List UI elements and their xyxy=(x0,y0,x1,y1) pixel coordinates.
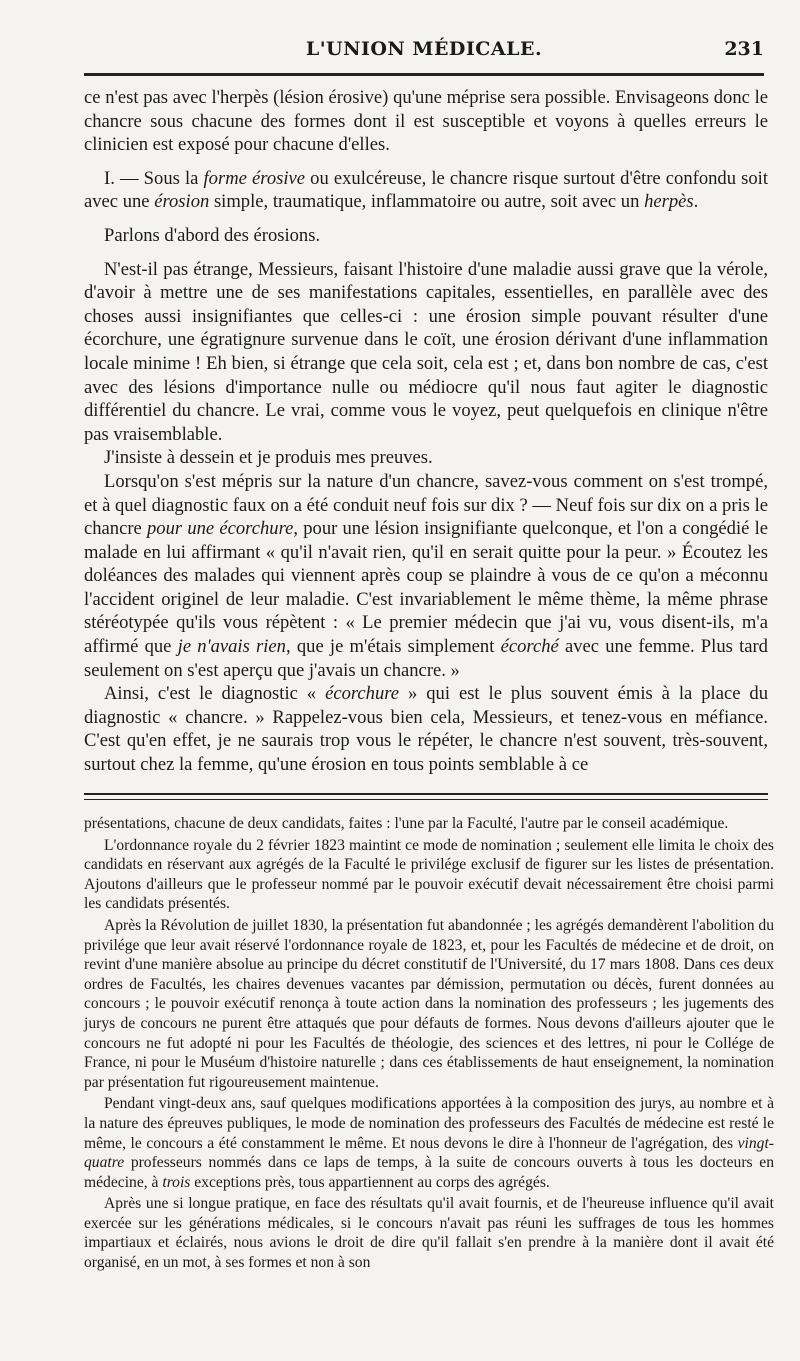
text-run: . xyxy=(693,191,699,213)
italic-term: pour une écorchure xyxy=(147,518,294,540)
italic-term: trois xyxy=(162,1173,191,1191)
running-title: L'UNION MÉDICALE. xyxy=(305,38,543,60)
text-run: avec une femme. Plus tard seulement on s'est aperçu que j'avais un chancre. » xyxy=(84,636,768,681)
paragraph: Parlons d'abord des érosions. xyxy=(104,224,321,246)
paragraph xyxy=(84,470,768,682)
text-run: simple, traumatique, inflammatoire ou autre, soit avec un xyxy=(209,191,645,213)
text-run: professeurs nommés dans ce laps de temps, à la suite de concours ouverts à tous les docteurs en médecine, à xyxy=(84,1154,774,1191)
main-text xyxy=(84,86,768,777)
italic-term: vingt-quatre xyxy=(84,1134,774,1172)
feuilleton-text xyxy=(84,814,774,1273)
paragraph: Après une si longue pratique, en face des résultats qu'il avait fournis, et de l'heureuse influence qu'il avait exercée sur les générations médicales, si le concours n'avait pas réuni les suffrages de tous les hommes impartiaux et éclairés, nous avions le droit de dire qu'il fallait s'en prendre à la manière dont il avait été organisé, en un mot, à ses formes et non à son xyxy=(84,1195,774,1272)
text-run: exceptions près, tous appartiennent au corps des agrégés. xyxy=(190,1173,550,1191)
paragraph: présentations, chacune de deux candidats, faites : l'une par la Faculté, l'autre par le conseil académique. xyxy=(84,815,729,832)
italic-term: forme érosive xyxy=(203,167,306,189)
text-run: Ainsi, c'est le diagnostic « xyxy=(104,683,326,705)
paragraph: N'est-il pas étrange, Messieurs, faisant l'histoire d'une maladie aussi grave que la vérole, d'avoir à mettre une de ses manifestations capitales, essentielles, en parallèle avec des choses aussi insignifiantes que celles-ci : une érosion simple pouvant résulter d'une écorchure, une égratignure survenue dans le coït, une érosion dérivant d'une inflammation locale minime ! Eh bien, si étrange que cela soit, cela est ; et, dans bon nombre de cas, c'est avec des lésions d'importance nulle ou médiocre qu'il nous faut agiter le diagnostic différentiel du chancre. Le vrai, comme vous le voyez, peut quelquefois en clinique n'être pas vraisemblable. xyxy=(84,258,768,445)
paragraph: ce n'est pas avec l'herpès (lésion érosive) qu'une méprise sera possible. Envisageons donc le chancre sous chacune des formes dont il est susceptible et voyons à quelles erreurs le clinicien est exposé pour chacune d'elles. xyxy=(84,87,768,156)
paragraph-section-1 xyxy=(84,167,768,214)
text-run: Lorsqu'on s'est mépris sur la nature d'un chancre, savez-vous comment on s'est trompé, et à quel diagnostic faux on a été conduit neuf fois sur dix ? — Neuf fois sur dix on a pris le chancre xyxy=(84,470,768,540)
text-run: Pendant vingt-deux ans, sauf quelques modifications apportées à la composition des jurys, au nombre et à la nature des épreuves publiques, le mode de nomination des professeurs des Facultés de médecine est resté le même, le concours a été constamment le même. Et nous devons le dire à l'honneur de l'agrégation, des xyxy=(84,1095,774,1152)
paragraph xyxy=(84,1094,774,1192)
paragraph: J'insiste à dessein et je produis mes preuves. xyxy=(104,447,433,469)
page-number: 231 xyxy=(724,38,764,60)
text-run: , pour une lésion insignifiante quelconque, et l'on a congédié le malade en lui affirmant « qu'il n'avait rien, qu'il en serait quitte pour la peur. » Écoutez les doléances des malades qui viennent après coup se plaindre à vous de ce qu'on a méconnu l'accident originel de leur maladie. C'est invariablement le même thème, la même phrase stéréotypée qu'ils vous répètent : « Le premier médecin que j'ai vu, vous disent-ils, m'a affirmé que xyxy=(84,518,768,658)
text-run: , que je m'étais simplement xyxy=(285,636,501,658)
feuilleton-separator-rule xyxy=(84,793,768,800)
header-rule xyxy=(84,73,764,76)
text-run: » qui est le plus souvent émis à la place du diagnostic « chancre. » Rappelez-vous bien cela, Messieurs, et tenez-vous en méfiance. C'est qu'en effet, je ne saurais trop vous le répéter, le chancre n'est souvent, très-souvent, surtout chez la femme, qu'une érosion en tous points semblable à ce xyxy=(84,683,768,776)
paragraph xyxy=(84,682,768,776)
italic-term: herpès xyxy=(644,191,694,213)
italic-term: je n'avais rien xyxy=(177,636,286,658)
italic-term: écorchure xyxy=(325,683,400,705)
paragraph: L'ordonnance royale du 2 février 1823 maintint ce mode de nomination ; seulement elle limita le choix des candidats en réservant aux agrégés de la Faculté le privilége exclusif de figurer sur les listes de présentation. Ajoutons d'ailleurs que le professeur nommé par le pouvoir exécutif devait nécessairement être choisi parmi les candidats présentés. xyxy=(84,836,774,913)
paragraph: Après la Révolution de juillet 1830, la présentation fut abandonnée ; les agrégés demandèrent l'abolition du privilége que leur avait réservé l'ordonnance royale de 1823, et, pour les Facultés de médecine et de droit, on revint d'une manière absolue au principe du décret constitutif de l'Université, du 17 mars 1808. Dans ces deux ordres de Facultés, les chaires devenues vacantes par démission, permutation ou décès, furent données au concours ; le pouvoir exécutif renonça à toute action dans la nomination des professeurs ; les jugements des jurys de concours ne purent être attaqués que pour défauts de formes. Nous devons d'ailleurs ajouter que le concours ne fut adopté ni pour les Facultés de théologie, des sciences et des lettres, ni pour le Collége de France, ni pour le Muséum d'histoire naturelle ; dans ces établissements de haut enseignement, la nomination par présentation fut rigoureusement maintenue. xyxy=(84,916,774,1091)
text-run: I. — Sous la xyxy=(104,167,204,189)
italic-term: écorché xyxy=(500,636,559,658)
page-header xyxy=(84,38,764,68)
text-run: ou exulcéreuse, le chancre risque surtout d'être confondu soit avec une xyxy=(84,167,769,213)
italic-term: érosion xyxy=(154,191,210,213)
